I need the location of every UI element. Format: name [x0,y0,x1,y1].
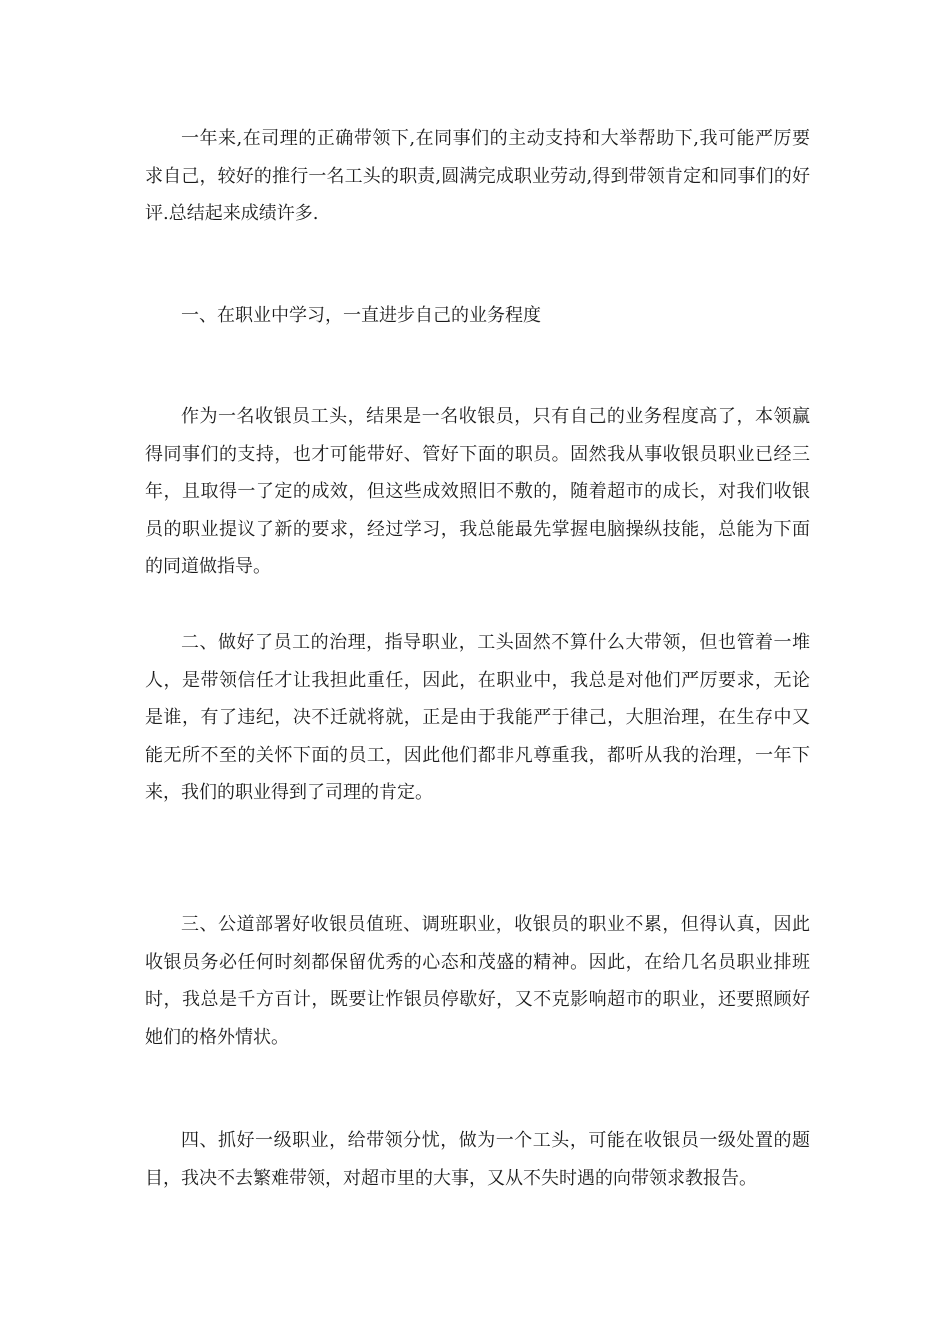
section-heading-1: 一、在职业中学习，一直进步自己的业务程度 [181,305,541,326]
intro-paragraph: 一年来,在司理的正确带领下,在同事们的主动支持和大举帮助下,我可能严厉要求自己，较好的推行一名工头的职责,圆满完成职业劳动,得到带领肯定和同事们的好评.总结起来成绩许多. [145,128,810,224]
body-paragraph: 作为一名收银员工头，结果是一名收银员，只有自己的业务程度高了，本领赢得同事们的支持，也才可能带好、管好下面的职员。固然我从事收银员职业已经三年，且取得一了定的成效，但这些成效照旧不敷的，随着超市的成长，对我们收银员的职业提议了新的要求，经过学习，我总能最先掌握电脑操纵技能，总能为下面的同道做指导。 [145,406,810,577]
section-paragraph-2: 二、做好了员工的治理，指导职业，工头固然不算什么大带领，但也管着一堆人，是带领信任才让我担此重任，因此，在职业中，我总是对他们严厉要求，无论是谁，有了违纪，决不迁就将就，正是由于我能严于律己，大胆治理，在生存中又能无所不至的关怀下面的员工，因此他们都非凡尊重我，都听从我的治理，一年下来，我们的职业得到了司理的肯定。 [145,632,810,803]
section-paragraph-4: 四、抓好一级职业，给带领分忧，做为一个工头，可能在收银员一级处置的题目，我决不去繁难带领，对超市里的大事，又从不失时遇的向带领求教报告。 [145,1130,810,1189]
section-paragraph-3: 三、公道部署好收银员值班、调班职业，收银员的职业不累，但得认真，因此收银员务必任何时刻都保留优秀的心态和茂盛的精神。因此，在给几名员职业排班时，我总是千方百计，既要让怍银员停歇好，又不克影响超市的职业，还要照顾好她们的格外情状。 [145,914,810,1048]
